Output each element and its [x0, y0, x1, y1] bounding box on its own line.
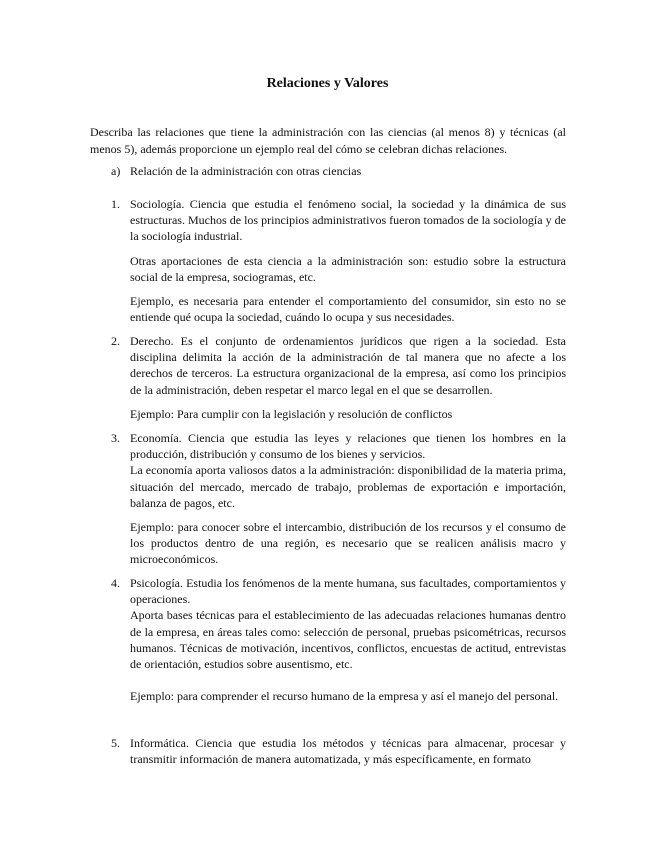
section-a-heading — [111, 163, 361, 180]
section-a-letter: a) — [111, 164, 121, 178]
item-paragraph: Derecho. Es el conjunto de ordenamientos jurídicos que rigen a la sociedad. Esta disciplina delimita la acción de la administración de tal manera que no afecte a los derechos de terceros. La estructura organizacional de la empresa, así como los principios de la administración, deben respetar el marco legal en el que se desarrollen. — [130, 334, 566, 397]
item-paragraph: Otras aportaciones de esta ciencia a la administración son: estudio sobre la estructura social de la empresa, sociogramas, etc. — [130, 253, 566, 284]
section-a-label: Relación de la administración con otras ciencias — [130, 164, 362, 178]
list-item-number: 3. — [111, 431, 120, 445]
list-item-number: 2. — [111, 334, 120, 348]
item-paragraph: Ejemplo, es necesaria para entender el comportamiento del consumidor, sin esto no se entiende qué ocupa la sociedad, cuándo lo ocupa y sus necesidades. — [130, 294, 566, 325]
list-item-number: 1. — [111, 197, 120, 211]
intro-paragraph: Describa las relaciones que tiene la administración con las ciencias (al menos 8) y técnicas (al menos 5), además proporcione un ejemplo real del cómo se celebran dichas relaciones. — [90, 125, 566, 156]
list-item-informatica — [111, 735, 566, 767]
item-paragraph: Sociología. Ciencia que estudia el fenómeno social, la sociedad y la dinámica de sus estructuras. Muchos de los principios administrativos fueron tomados de la sociología y de la sociología industrial. — [130, 197, 566, 244]
list-item-derecho — [111, 333, 566, 422]
item-paragraph: Aporta bases técnicas para el establecimiento de las adecuadas relaciones humanas dentro de la empresa, en áreas tales como: selección de personal, pruebas psicométricas, recursos humanos. Técnicas de motivación, incentivos, conflictos, encuestas de actitud, entrevistas de orientación, estudios sobre ausentismo, etc. — [130, 608, 566, 672]
item-paragraph: Ejemplo: para conocer sobre el intercambio, distribución de los recursos y el consumo de los productos dentro de una región, es necesario que se realicen análisis macro y microeconómicos. — [130, 520, 566, 567]
item-paragraph: Psicología. Estudia los fenómenos de la mente humana, sus facultades, comportamientos y operaciones. — [130, 576, 566, 607]
list-item-economia — [111, 430, 566, 568]
item-paragraph: Informática. Ciencia que estudia los métodos y técnicas para almacenar, procesar y transmitir información de manera automatizada, y más específicamente, en formato — [130, 736, 566, 767]
item-paragraph: Ejemplo: Para cumplir con la legislación y resolución de conflictos — [130, 406, 453, 421]
list-item-psicologia — [111, 575, 566, 704]
item-paragraph: Economía. Ciencia que estudia las leyes y relaciones que tienen los hombres en la producción, distribución y consumo de los bienes y servicios. — [130, 431, 566, 462]
list-item-sociologia — [111, 196, 566, 325]
list-item-number: 4. — [111, 576, 120, 590]
item-paragraph: Ejemplo: para comprender el recurso humano de la empresa y así el manejo del personal. — [130, 689, 559, 704]
list-item-number: 5. — [111, 736, 120, 750]
item-paragraph: La economía aporta valiosos datos a la administración: disponibilidad de la materia prima, situación del mercado, mercado de trabajo, problemas de exportación e importación, balanza de pagos, etc. — [130, 463, 566, 510]
page-title: Relaciones y Valores — [266, 76, 389, 91]
